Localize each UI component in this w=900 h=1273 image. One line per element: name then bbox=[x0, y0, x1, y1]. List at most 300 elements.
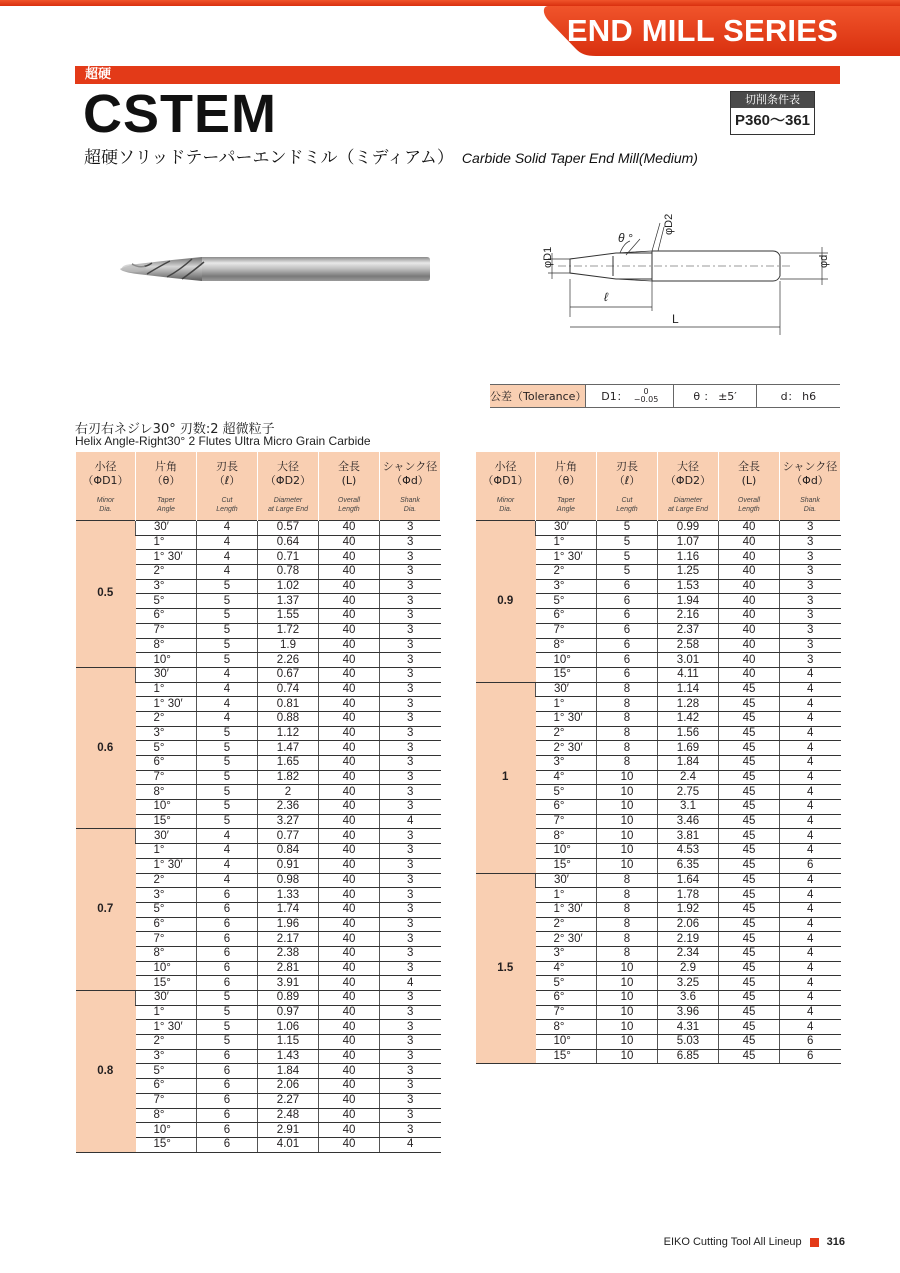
taper-angle-cell: 6° bbox=[136, 756, 197, 771]
helix-spec-jp: 右刃右ネジレ30° 刃数:2 超微粒子 bbox=[75, 422, 275, 437]
taper-angle-cell: 1° 30′ bbox=[536, 711, 597, 726]
large-diameter-cell: 3.81 bbox=[658, 829, 719, 844]
tolerance-d1-label: D1： bbox=[601, 390, 628, 403]
shank-diameter-cell: 3 bbox=[380, 1035, 441, 1050]
minor-diameter-cell: 0.8 bbox=[76, 991, 136, 1153]
taper-angle-cell: 30′ bbox=[136, 521, 197, 536]
taper-angle-cell: 3° bbox=[136, 888, 197, 903]
column-header bbox=[476, 452, 536, 521]
column-header-en-line1: Minor bbox=[496, 497, 515, 504]
overall-length-cell: 40 bbox=[319, 726, 380, 741]
large-diameter-cell: 1.43 bbox=[258, 1049, 319, 1064]
cut-length-cell: 8 bbox=[597, 932, 658, 947]
cut-length-cell: 8 bbox=[597, 902, 658, 917]
column-header-en-line1: Diameter bbox=[273, 497, 303, 504]
large-diameter-cell: 3.27 bbox=[258, 814, 319, 829]
taper-angle-cell: 7° bbox=[536, 1005, 597, 1020]
cut-length-cell: 4 bbox=[197, 550, 258, 565]
shank-diameter-cell: 4 bbox=[380, 976, 441, 991]
overall-length-cell: 45 bbox=[719, 961, 780, 976]
overall-length-cell: 45 bbox=[719, 917, 780, 932]
taper-angle-cell: 2° bbox=[136, 873, 197, 888]
minor-diameter-cell: 1.5 bbox=[476, 873, 536, 1064]
shank-diameter-cell: 4 bbox=[780, 946, 841, 961]
page-number: 316 bbox=[826, 1236, 845, 1248]
cut-length-cell: 6 bbox=[197, 1079, 258, 1094]
shank-diameter-cell: 4 bbox=[780, 991, 841, 1006]
cut-length-cell: 10 bbox=[597, 844, 658, 859]
overall-length-cell: 40 bbox=[319, 800, 380, 815]
cut-length-cell: 6 bbox=[197, 902, 258, 917]
large-diameter-cell: 0.81 bbox=[258, 697, 319, 712]
spec-table-right bbox=[475, 452, 841, 1064]
shank-diameter-cell: 3 bbox=[380, 917, 441, 932]
taper-angle-cell: 15° bbox=[536, 667, 597, 682]
overall-length-cell: 45 bbox=[719, 785, 780, 800]
cut-length-cell: 4 bbox=[197, 565, 258, 580]
shank-diameter-cell: 3 bbox=[780, 638, 841, 653]
shank-diameter-cell: 3 bbox=[780, 565, 841, 580]
overall-length-cell: 40 bbox=[319, 609, 380, 624]
column-header-en-line2: at Large End bbox=[667, 506, 709, 513]
shank-diameter-cell: 3 bbox=[380, 800, 441, 815]
shank-diameter-cell: 3 bbox=[380, 844, 441, 859]
table-row bbox=[76, 829, 441, 844]
taper-angle-cell: 30′ bbox=[536, 521, 597, 536]
column-header-en-line2: Length bbox=[616, 506, 638, 513]
drawing-label-d2: φD2 bbox=[663, 213, 675, 235]
large-diameter-cell: 5.03 bbox=[658, 1035, 719, 1050]
taper-angle-cell: 1° bbox=[536, 888, 597, 903]
cutting-conditions-pages: P360～361 bbox=[734, 112, 811, 129]
column-header-jp-line1: 小径 bbox=[494, 460, 517, 473]
cut-length-cell: 4 bbox=[197, 829, 258, 844]
overall-length-cell: 40 bbox=[319, 961, 380, 976]
column-header-jp bbox=[197, 460, 257, 488]
taper-angle-cell: 30′ bbox=[136, 667, 197, 682]
column-header-jp-line2: （ΦD1） bbox=[482, 474, 529, 487]
large-diameter-cell: 1.56 bbox=[658, 726, 719, 741]
shank-diameter-cell: 3 bbox=[380, 726, 441, 741]
column-header-en-line2: Dia. bbox=[803, 506, 817, 513]
column-header bbox=[536, 452, 597, 521]
shank-diameter-cell: 4 bbox=[780, 741, 841, 756]
column-header-jp-line2: (L) bbox=[341, 474, 357, 487]
taper-angle-cell: 1° 30′ bbox=[136, 1020, 197, 1035]
overall-length-cell: 45 bbox=[719, 976, 780, 991]
column-header-en-line1: Cut bbox=[221, 497, 233, 504]
cut-length-cell: 5 bbox=[597, 565, 658, 580]
category-bar bbox=[75, 66, 840, 84]
cut-length-cell: 10 bbox=[597, 991, 658, 1006]
large-diameter-cell: 0.98 bbox=[258, 873, 319, 888]
column-header-en-line1: Taper bbox=[557, 497, 575, 504]
taper-angle-cell: 10° bbox=[536, 844, 597, 859]
column-header-jp bbox=[476, 460, 535, 488]
shank-diameter-cell: 3 bbox=[780, 609, 841, 624]
overall-length-cell: 40 bbox=[319, 550, 380, 565]
overall-length-cell: 40 bbox=[319, 1049, 380, 1064]
overall-length-cell: 45 bbox=[719, 829, 780, 844]
helix-spec-en: Helix Angle-Right30° 2 Flutes Ultra Micro Grain Carbide bbox=[75, 434, 371, 448]
taper-angle-cell: 6° bbox=[536, 800, 597, 815]
table-row bbox=[76, 521, 441, 536]
cut-length-cell: 5 bbox=[197, 741, 258, 756]
column-header-jp-line1: 全長 bbox=[738, 460, 760, 473]
shank-diameter-cell: 3 bbox=[780, 579, 841, 594]
large-diameter-cell: 1.55 bbox=[258, 609, 319, 624]
shank-diameter-cell: 4 bbox=[780, 888, 841, 903]
overall-length-cell: 45 bbox=[719, 844, 780, 859]
large-diameter-cell: 1.28 bbox=[658, 697, 719, 712]
cut-length-cell: 8 bbox=[597, 726, 658, 741]
cut-length-cell: 8 bbox=[597, 873, 658, 888]
shank-diameter-cell: 3 bbox=[380, 550, 441, 565]
shank-diameter-cell: 3 bbox=[780, 653, 841, 668]
taper-angle-cell: 1° bbox=[136, 1005, 197, 1020]
header-band bbox=[0, 0, 900, 62]
cut-length-cell: 10 bbox=[597, 976, 658, 991]
column-header-jp bbox=[76, 460, 135, 488]
cut-length-cell: 5 bbox=[597, 535, 658, 550]
taper-angle-cell: 10° bbox=[136, 653, 197, 668]
overall-length-cell: 40 bbox=[319, 1093, 380, 1108]
column-header-jp-line1: 大径 bbox=[677, 460, 699, 473]
taper-angle-cell: 1° 30′ bbox=[136, 858, 197, 873]
shank-diameter-cell: 4 bbox=[780, 785, 841, 800]
large-diameter-cell: 1.53 bbox=[658, 579, 719, 594]
taper-angle-cell: 6° bbox=[536, 991, 597, 1006]
large-diameter-cell: 1.02 bbox=[258, 579, 319, 594]
taper-angle-cell: 3° bbox=[536, 756, 597, 771]
column-header-en bbox=[319, 496, 379, 514]
tolerance-shank: d： h6 bbox=[780, 390, 817, 403]
cut-length-cell: 5 bbox=[197, 726, 258, 741]
overall-length-cell: 40 bbox=[319, 594, 380, 609]
shank-diameter-cell: 4 bbox=[780, 932, 841, 947]
overall-length-cell: 40 bbox=[319, 667, 380, 682]
taper-angle-cell: 5° bbox=[136, 594, 197, 609]
column-header-jp-line2: （Φd） bbox=[791, 474, 829, 487]
column-header-en-line2: Length bbox=[216, 506, 238, 513]
cut-length-cell: 8 bbox=[597, 741, 658, 756]
column-header-jp bbox=[319, 460, 379, 488]
overall-length-cell: 40 bbox=[319, 1064, 380, 1079]
cut-length-cell: 6 bbox=[197, 946, 258, 961]
taper-angle-cell: 8° bbox=[136, 1108, 197, 1123]
shank-diameter-cell: 3 bbox=[380, 1005, 441, 1020]
column-header-en bbox=[197, 496, 257, 514]
end-mill-image bbox=[112, 248, 432, 290]
title-jp: 超硬ソリッドテーパーエンドミル（ミディアム） bbox=[84, 148, 454, 168]
taper-angle-cell: 8° bbox=[536, 1020, 597, 1035]
column-header-jp-line2: （ℓ） bbox=[213, 474, 241, 487]
taper-angle-cell: 15° bbox=[536, 858, 597, 873]
large-diameter-cell: 1.92 bbox=[658, 902, 719, 917]
column-header-en-line2: Dia. bbox=[499, 506, 512, 513]
large-diameter-cell: 3.6 bbox=[658, 991, 719, 1006]
column-header-en bbox=[476, 496, 535, 514]
large-diameter-cell: 0.77 bbox=[258, 829, 319, 844]
large-diameter-cell: 1.47 bbox=[258, 741, 319, 756]
large-diameter-cell: 6.85 bbox=[658, 1049, 719, 1064]
shank-diameter-cell: 3 bbox=[380, 638, 441, 653]
cut-length-cell: 6 bbox=[197, 1093, 258, 1108]
large-diameter-cell: 3.1 bbox=[658, 800, 719, 815]
shank-diameter-cell: 4 bbox=[780, 697, 841, 712]
taper-angle-cell: 2° bbox=[136, 711, 197, 726]
column-header bbox=[380, 452, 441, 521]
shank-diameter-cell: 3 bbox=[380, 902, 441, 917]
shank-diameter-cell: 3 bbox=[380, 653, 441, 668]
cut-length-cell: 6 bbox=[197, 1137, 258, 1152]
column-header-en bbox=[719, 496, 779, 514]
shank-diameter-cell: 4 bbox=[780, 961, 841, 976]
overall-length-cell: 45 bbox=[719, 770, 780, 785]
taper-angle-cell: 8° bbox=[136, 785, 197, 800]
column-header-jp-line1: 小径 bbox=[94, 460, 117, 473]
cut-length-cell: 5 bbox=[197, 653, 258, 668]
taper-angle-cell: 30′ bbox=[536, 873, 597, 888]
overall-length-cell: 40 bbox=[319, 1123, 380, 1138]
cutting-conditions-ref[interactable] bbox=[730, 91, 815, 135]
shank-diameter-cell: 4 bbox=[780, 976, 841, 991]
cut-length-cell: 8 bbox=[597, 756, 658, 771]
shank-diameter-cell: 4 bbox=[780, 682, 841, 697]
column-header-jp-line1: 片角 bbox=[155, 460, 177, 473]
column-header-en-line1: Minor bbox=[96, 497, 115, 504]
overall-length-cell: 40 bbox=[319, 770, 380, 785]
table-row bbox=[476, 873, 841, 888]
shank-diameter-cell: 3 bbox=[380, 858, 441, 873]
overall-length-cell: 40 bbox=[319, 711, 380, 726]
footer-square-icon bbox=[810, 1238, 819, 1247]
cut-length-cell: 10 bbox=[597, 1049, 658, 1064]
shank-diameter-cell: 4 bbox=[780, 829, 841, 844]
tolerance-label: 公差（Tolerance） bbox=[490, 385, 586, 407]
taper-angle-cell: 8° bbox=[536, 829, 597, 844]
overall-length-cell: 45 bbox=[719, 858, 780, 873]
overall-length-cell: 45 bbox=[719, 697, 780, 712]
cut-length-cell: 4 bbox=[197, 711, 258, 726]
column-header bbox=[76, 452, 136, 521]
cut-length-cell: 6 bbox=[197, 1049, 258, 1064]
taper-angle-cell: 1° bbox=[136, 682, 197, 697]
large-diameter-cell: 2.81 bbox=[258, 961, 319, 976]
overall-length-cell: 40 bbox=[319, 858, 380, 873]
taper-angle-cell: 5° bbox=[136, 902, 197, 917]
overall-length-cell: 45 bbox=[719, 1049, 780, 1064]
large-diameter-cell: 3.01 bbox=[658, 653, 719, 668]
large-diameter-cell: 1.06 bbox=[258, 1020, 319, 1035]
taper-angle-cell: 3° bbox=[536, 946, 597, 961]
column-header-en-line2: Angle bbox=[557, 506, 575, 513]
cut-length-cell: 5 bbox=[197, 814, 258, 829]
large-diameter-cell: 1.84 bbox=[258, 1064, 319, 1079]
large-diameter-cell: 1.9 bbox=[258, 638, 319, 653]
shank-diameter-cell: 3 bbox=[380, 521, 441, 536]
overall-length-cell: 40 bbox=[319, 579, 380, 594]
large-diameter-cell: 3.46 bbox=[658, 814, 719, 829]
column-header-jp-line1: 大径 bbox=[277, 460, 299, 473]
taper-angle-cell: 5° bbox=[536, 785, 597, 800]
cut-length-cell: 5 bbox=[197, 638, 258, 653]
overall-length-cell: 40 bbox=[319, 697, 380, 712]
shank-diameter-cell: 3 bbox=[780, 535, 841, 550]
shank-diameter-cell: 4 bbox=[780, 756, 841, 771]
minor-diameter-cell: 0.9 bbox=[476, 521, 536, 683]
shank-diameter-cell: 3 bbox=[780, 594, 841, 609]
shank-diameter-cell: 3 bbox=[380, 770, 441, 785]
cut-length-cell: 4 bbox=[197, 697, 258, 712]
overall-length-cell: 40 bbox=[719, 594, 780, 609]
cut-length-cell: 8 bbox=[597, 682, 658, 697]
drawing-label-d1: φD1 bbox=[542, 246, 554, 268]
shank-diameter-cell: 4 bbox=[780, 1005, 841, 1020]
taper-angle-cell: 5° bbox=[136, 741, 197, 756]
table-row bbox=[476, 682, 841, 697]
large-diameter-cell: 2.34 bbox=[658, 946, 719, 961]
cut-length-cell: 10 bbox=[597, 1020, 658, 1035]
taper-angle-cell: 7° bbox=[136, 932, 197, 947]
large-diameter-cell: 4.11 bbox=[658, 667, 719, 682]
column-header-jp-line1: 片角 bbox=[555, 460, 577, 473]
overall-length-cell: 45 bbox=[719, 741, 780, 756]
cut-length-cell: 6 bbox=[197, 961, 258, 976]
overall-length-cell: 40 bbox=[319, 756, 380, 771]
large-diameter-cell: 0.71 bbox=[258, 550, 319, 565]
technical-drawing bbox=[528, 213, 838, 342]
spec-table-left bbox=[75, 452, 441, 1153]
overall-length-cell: 45 bbox=[719, 1035, 780, 1050]
taper-angle-cell: 2° bbox=[536, 565, 597, 580]
title-en: Carbide Solid Taper End Mill(Medium) bbox=[461, 150, 698, 166]
shank-diameter-cell: 3 bbox=[380, 682, 441, 697]
column-header-en-line1: Taper bbox=[157, 497, 175, 504]
spec-table-header bbox=[476, 452, 841, 521]
cut-length-cell: 5 bbox=[197, 623, 258, 638]
taper-angle-cell: 7° bbox=[536, 814, 597, 829]
column-header-jp-line2: （ℓ） bbox=[613, 474, 641, 487]
large-diameter-cell: 2.75 bbox=[658, 785, 719, 800]
taper-angle-cell: 4° bbox=[536, 770, 597, 785]
overall-length-cell: 40 bbox=[719, 579, 780, 594]
column-header bbox=[197, 452, 258, 521]
overall-length-cell: 40 bbox=[319, 1079, 380, 1094]
overall-length-cell: 40 bbox=[319, 829, 380, 844]
overall-length-cell: 40 bbox=[719, 638, 780, 653]
large-diameter-cell: 2.17 bbox=[258, 932, 319, 947]
tolerance-d1-lower: −0.05 bbox=[633, 395, 659, 404]
minor-diameter-cell: 0.7 bbox=[76, 829, 136, 991]
large-diameter-cell: 1.15 bbox=[258, 1035, 319, 1050]
overall-length-cell: 40 bbox=[319, 682, 380, 697]
overall-length-cell: 45 bbox=[719, 946, 780, 961]
cut-length-cell: 6 bbox=[197, 1064, 258, 1079]
large-diameter-cell: 0.97 bbox=[258, 1005, 319, 1020]
cut-length-cell: 5 bbox=[197, 1020, 258, 1035]
overall-length-cell: 40 bbox=[319, 991, 380, 1006]
cut-length-cell: 10 bbox=[597, 1035, 658, 1050]
large-diameter-cell: 0.64 bbox=[258, 535, 319, 550]
cut-length-cell: 5 bbox=[197, 785, 258, 800]
column-header bbox=[719, 452, 780, 521]
large-diameter-cell: 4.31 bbox=[658, 1020, 719, 1035]
large-diameter-cell: 2 bbox=[258, 785, 319, 800]
cut-length-cell: 5 bbox=[197, 800, 258, 815]
large-diameter-cell: 2.38 bbox=[258, 946, 319, 961]
cut-length-cell: 6 bbox=[597, 623, 658, 638]
cut-length-cell: 5 bbox=[597, 550, 658, 565]
shank-diameter-cell: 4 bbox=[780, 711, 841, 726]
shank-diameter-cell: 4 bbox=[780, 844, 841, 859]
category-label: 超硬 bbox=[85, 67, 112, 82]
cut-length-cell: 5 bbox=[197, 756, 258, 771]
large-diameter-cell: 0.89 bbox=[258, 991, 319, 1006]
shank-diameter-cell: 6 bbox=[780, 1035, 841, 1050]
overall-length-cell: 40 bbox=[719, 609, 780, 624]
shank-diameter-cell: 3 bbox=[380, 1049, 441, 1064]
large-diameter-cell: 1.33 bbox=[258, 888, 319, 903]
shank-diameter-cell: 4 bbox=[780, 667, 841, 682]
cut-length-cell: 4 bbox=[197, 535, 258, 550]
large-diameter-cell: 0.91 bbox=[258, 858, 319, 873]
taper-angle-cell: 8° bbox=[136, 946, 197, 961]
cut-length-cell: 5 bbox=[597, 521, 658, 536]
shank-diameter-cell: 4 bbox=[780, 800, 841, 815]
column-header-jp bbox=[380, 460, 440, 488]
overall-length-cell: 45 bbox=[719, 932, 780, 947]
cut-length-cell: 6 bbox=[197, 1123, 258, 1138]
shank-diameter-cell: 3 bbox=[380, 873, 441, 888]
shank-diameter-cell: 3 bbox=[380, 961, 441, 976]
shank-diameter-cell: 3 bbox=[380, 946, 441, 961]
shank-diameter-cell: 4 bbox=[780, 902, 841, 917]
column-header-en-line1: Overall bbox=[737, 497, 761, 504]
shank-diameter-cell: 3 bbox=[380, 1020, 441, 1035]
product-photo bbox=[112, 248, 432, 294]
column-header-en bbox=[380, 496, 440, 514]
taper-angle-cell: 6° bbox=[136, 917, 197, 932]
shank-diameter-cell: 3 bbox=[380, 594, 441, 609]
overall-length-cell: 40 bbox=[719, 550, 780, 565]
overall-length-cell: 45 bbox=[719, 1020, 780, 1035]
column-header bbox=[780, 452, 841, 521]
overall-length-cell: 40 bbox=[319, 888, 380, 903]
taper-angle-cell: 3° bbox=[136, 579, 197, 594]
cut-length-cell: 6 bbox=[597, 667, 658, 682]
product-code: CSTEM bbox=[83, 84, 277, 144]
cut-length-cell: 6 bbox=[197, 932, 258, 947]
taper-angle-cell: 10° bbox=[136, 1123, 197, 1138]
large-diameter-cell: 0.78 bbox=[258, 565, 319, 580]
large-diameter-cell: 1.65 bbox=[258, 756, 319, 771]
cut-length-cell: 5 bbox=[197, 1035, 258, 1050]
table-row bbox=[76, 667, 441, 682]
overall-length-cell: 40 bbox=[319, 1137, 380, 1152]
overall-length-cell: 45 bbox=[719, 814, 780, 829]
cut-length-cell: 6 bbox=[197, 1108, 258, 1123]
overall-length-cell: 40 bbox=[319, 844, 380, 859]
taper-angle-cell: 10° bbox=[536, 1035, 597, 1050]
column-header-jp bbox=[719, 460, 779, 488]
taper-angle-cell: 2° 30′ bbox=[536, 932, 597, 947]
taper-angle-cell: 15° bbox=[136, 976, 197, 991]
large-diameter-cell: 2.91 bbox=[258, 1123, 319, 1138]
cut-length-cell: 6 bbox=[197, 888, 258, 903]
cut-length-cell: 6 bbox=[197, 917, 258, 932]
cutting-conditions-label: 切削条件表 bbox=[731, 92, 814, 108]
